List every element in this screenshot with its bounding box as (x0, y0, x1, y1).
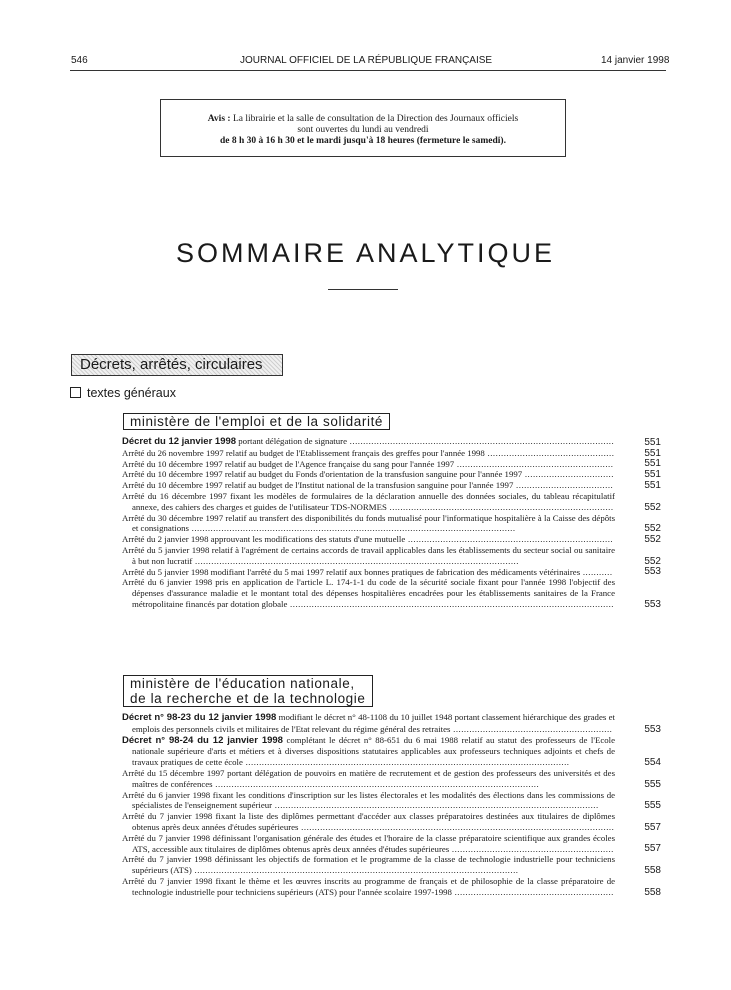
toc-entry (122, 577, 661, 609)
toc-entry-page: 552 (644, 533, 661, 545)
toc-entry (122, 790, 661, 812)
toc-entry-body: Arrêté du 26 novembre 1997 relatif au budget de l'Etablissement français des greffes pour l'année 1998 (122, 447, 485, 458)
leader-dots: ........... (580, 566, 613, 577)
toc-entry (122, 491, 661, 513)
toc-entry (122, 567, 661, 578)
toc-entry-text (122, 577, 615, 609)
notice-label: Avis : (207, 114, 231, 124)
toc-entry-page: 552 (644, 555, 661, 567)
toc-entry-page: 555 (644, 778, 661, 790)
toc-entry-body: Arrêté du 6 janvier 1998 pris en application de l'article L. 174-1-1 du code de la sécurité sociale fixant pour l'année 1998 l'objectif des dépenses d'assurance maladie et le montant total des dépenses hospitalières encadrées pour les établissements sanitaires de la France métropolitaine financés par dotation globale (122, 577, 615, 609)
toc-entry-text (122, 811, 615, 833)
notice-line-2: sont ouvertes du lundi au vendredi (297, 125, 429, 135)
ministry-heading-education (123, 675, 373, 707)
toc-entry-page: 553 (644, 566, 661, 578)
toc-entry-text (122, 567, 615, 578)
leader-dots: ............................................... (484, 447, 615, 458)
toc-entry-body: modifiant le décret n° 48-1108 du 10 juillet 1948 portant classement hiérarchique des grades et emplois des personnels civils et militaires de l'Etat relevant du régime général des retraites (132, 712, 615, 734)
toc-entry-text (122, 712, 615, 735)
toc-entry-page: 551 (644, 479, 661, 491)
toc-entry (122, 735, 661, 768)
toc-entry (122, 469, 661, 480)
toc-entry-page: 552 (644, 501, 661, 513)
toc-entry (122, 436, 661, 448)
notice-box (160, 99, 566, 157)
toc-entry-text (122, 854, 615, 876)
issue-date: 14 janvier 1998 (601, 55, 670, 66)
leader-dots: ............................................................................ (405, 534, 614, 545)
toc-entry-text (122, 513, 615, 535)
page-title: SOMMAIRE ANALYTIQUE (175, 238, 556, 268)
toc-entry-text (122, 491, 615, 513)
toc-entry-bold-lead: Décret n° 98-24 du 12 janvier 1998 (122, 734, 283, 746)
toc-entry-text (122, 833, 615, 855)
toc-entry-page: 557 (644, 843, 661, 855)
ministry-name-line: ministère de l'emploi et de la solidarité (130, 414, 384, 429)
toc-entry (122, 811, 661, 833)
toc-entry-text (122, 876, 615, 898)
toc-entry-bold-lead: Décret n° 98-23 du 12 janvier 1998 (122, 712, 277, 723)
toc-entry (122, 712, 661, 735)
toc-entry-text (122, 790, 615, 812)
toc-entry-page: 552 (644, 523, 661, 535)
section-banner: Décrets, arrêtés, circulaires (71, 354, 283, 376)
ministry-heading-emploi (123, 413, 390, 430)
toc-entry-text (122, 459, 615, 470)
journal-title: JOURNAL OFFICIEL DE LA RÉPUBLIQUE FRANÇAISE (240, 55, 493, 66)
leader-dots: ........................................................................................................................ (188, 523, 516, 534)
leader-dots: ........................................................................................................................ (287, 598, 614, 609)
toc-entry-page: 555 (644, 800, 661, 812)
leader-dots: ................................. (522, 469, 614, 480)
toc-entry-page: 551 (644, 436, 661, 448)
toc-entry (122, 545, 661, 567)
leader-dots: ........................................................................................................................ (191, 865, 519, 876)
leader-dots: ........................................................... (451, 886, 614, 897)
toc-entry-body: Arrêté du 7 janvier 1998 fixant la liste des diplômes permettant d'accéder aux classes préparatoires destinées aux titulaires de diplômes obtenus après deux années d'études supérieures (122, 811, 615, 832)
notice-line-3: de 8 h 30 à 16 h 30 et le mardi jusqu'à 18 heures (fermeture le samedi). (220, 136, 506, 146)
toc-entry (122, 768, 661, 790)
toc-entry-body: Arrêté du 5 janvier 1998 relatif à l'agrément de certains accords de travail applicables dans les établissements du secteur social ou sanitaire à but non lucratif (122, 544, 615, 566)
notice-line-1: Avis : La librairie et la salle de consultation de la Direction des Journaux officiels (207, 114, 519, 124)
toc-entry-text (122, 469, 615, 480)
leader-dots: .................................................................................................. (346, 436, 615, 446)
leader-dots: .................................... (513, 480, 614, 491)
toc-entry-body: Arrêté du 2 janvier 1998 approuvant les modifications des statuts d'une mutuelle (122, 534, 406, 545)
toc-entry-body: portant délégation de signature (236, 436, 347, 446)
toc-entry-bold-lead: Décret du 12 janvier 1998 (122, 436, 237, 447)
toc-entry-page: 551 (644, 447, 661, 459)
toc-entry-body: Arrêté du 15 décembre 1997 portant délégation de pouvoirs en matière de recrutement et de gestion des professeurs des universités et des maîtres de conférences (122, 767, 615, 789)
toc-entry-page: 553 (644, 723, 661, 735)
leader-dots: ........................................................................................................................ (242, 757, 570, 768)
toc-entry-body: Arrêté du 7 janvier 1998 définissant les objectifs de formation et le programme de la classe de technologie industrielle pour techniciens supérieurs (ATS) (122, 854, 615, 876)
toc-entry (122, 876, 661, 898)
ministry-entries-education (122, 712, 661, 898)
toc-entry-body: Arrêté du 10 décembre 1997 relatif au budget du Fonds d'orientation de la transfusion sanguine pour l'année 1997 (122, 469, 523, 480)
toc-entry (122, 459, 661, 470)
ministry-name-line: de la recherche et de la technologie (130, 691, 366, 706)
toc-entry-body: Arrêté du 7 janvier 1998 fixant le thème et les œuvres inscrits au programme de français et de philosophie de la classe préparatoire de technologie industrielle pour techniciens supérieurs (ATS) pour l'année scolaire 1997-1998 (122, 875, 615, 897)
header-rule (70, 70, 666, 71)
toc-entry-body: complétant le décret n° 88-651 du 6 mai 1988 relatif au statut des professeurs de l'Ecole nationale supérieure d'arts et métiers et à diverses dispositions statutaires applicables aux professeurs techniques adjoints et chefs de travaux pratiques de cette école (132, 734, 615, 768)
toc-entry-page: 551 (644, 469, 661, 481)
toc-entry-body: Arrêté du 5 janvier 1998 modifiant l'arrêté du 5 mai 1997 relatif aux bonnes pratiques de fabrication des médicaments vétérinaires (122, 566, 581, 577)
subsection-heading (70, 386, 176, 400)
toc-entry-text (122, 735, 615, 768)
toc-entry-page: 557 (644, 821, 661, 833)
leader-dots: ........................................................................................................................ (212, 778, 540, 789)
title-divider (328, 289, 398, 290)
toc-entry-text (122, 545, 615, 567)
checkbox-square-icon (70, 387, 81, 398)
toc-entry (122, 854, 661, 876)
toc-entry-text (122, 534, 615, 545)
subsection-label: textes généraux (87, 386, 176, 400)
toc-entry (122, 480, 661, 491)
toc-entry-body: Arrêté du 30 décembre 1997 relatif au transfert des disponibilités du fonds mutualisé pour l'informatique hospitalière à la Caisse des dépôts et consignations (122, 512, 615, 534)
toc-entry-page: 558 (644, 886, 661, 898)
toc-entry-text (122, 768, 615, 790)
leader-dots: .......................................................... (454, 458, 614, 469)
toc-entry-body: Arrêté du 16 décembre 1997 fixant les modèles de formulaires de la déclaration annuelle des données sociales, du tableau récapitulatif annexe, des cahiers des charges et guides de l'utilisateur TDS-NORMES (122, 490, 615, 512)
toc-entry-text (122, 436, 615, 448)
toc-entry (122, 833, 661, 855)
toc-entry-body: Arrêté du 6 janvier 1998 fixant les conditions d'inscription sur les listes électorales et les modalités des élections dans les commissions de spécialistes de l'enseignement supérieur (122, 789, 615, 811)
toc-entry-text (122, 448, 615, 459)
ministry-name-line: ministère de l'éducation nationale, (130, 676, 355, 691)
leader-dots: ........................................................................................................................ (272, 800, 599, 811)
leader-dots: ........................................................... (450, 723, 613, 734)
toc-entry (122, 534, 661, 545)
toc-entry-page: 551 (644, 458, 661, 470)
ministry-entries-emploi (122, 436, 661, 610)
toc-entry-text (122, 480, 615, 491)
page-number: 546 (71, 55, 88, 66)
toc-entry-page: 554 (644, 756, 661, 768)
leader-dots: ................................................................................... (386, 501, 614, 512)
toc-entry-body: Arrêté du 10 décembre 1997 relatif au budget de l'Institut national de la transfusion sanguine pour l'année 1997 (122, 480, 514, 491)
toc-entry-body: Arrêté du 7 janvier 1998 définissant l'organisation générale des études et l'horaire de la classe préparatoire scientifique aux grandes écoles ATS, accessible aux titulaires de diplômes obtenus après deux années d'études supérieures (122, 832, 615, 854)
toc-entry (122, 448, 661, 459)
toc-entry-page: 553 (644, 598, 661, 610)
leader-dots: ............................................................ (449, 843, 614, 854)
leader-dots: .................................................................................................................... (298, 821, 615, 832)
toc-entry-body: Arrêté du 10 décembre 1997 relatif au budget de l'Agence française du sang pour l'année 1997 (122, 458, 455, 469)
leader-dots: ........................................................................................................................ (192, 555, 519, 566)
toc-entry-page: 558 (644, 864, 661, 876)
toc-entry (122, 513, 661, 535)
